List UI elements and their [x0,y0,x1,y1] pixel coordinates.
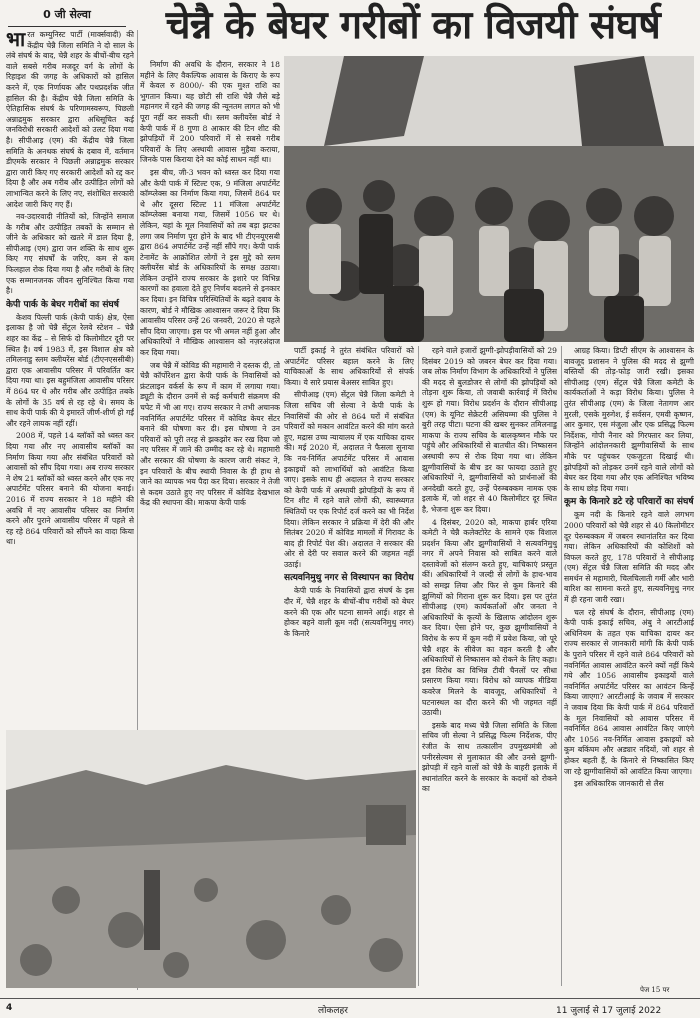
subhead-koom: कूम के किनारे डटे रहे परिवारों का संघर्ष [564,497,694,508]
column-5 [564,346,694,976]
col2-p2: इस बीच, जी-3 भवन को ध्वस्त कर दिया गया और केपी पार्क में स्टिल्ट एक, 9 मंजिला अपार्टमेंट कॉम्प्लेक्स का निर्माण किया गया, जिसमें 864 घर थे और दूसरा स्टिल्ट 11 मंजिला अपार्टमेंट कॉम्प्लेक्स बनाया गया, जिसमें 1056 घर थे। लेकिन, यहां के मूल निवासियों को तब बड़ा झटका लगा जब निर्माण पूरा होने के बाद भी टीएनयूएसबी द्वारा 864 अपार्टमेंट उन्हें नहीं सौंपे गए। केपी पार्क टेनामेंट के आक्रोशित लोगों ने इस मुद्दे को स्लम क्लीयरेंस बोर्ड के अधिकारियों के समक्ष उठाया। लेकिन उन्होंने राज्य सरकार के इशारे पर विभिन्न कारणों का हवाला देते हुए निर्णय बदलने से इनकार कर दिया। इन विचित्र परिस्थितियों के बढ़ते दबाव के कारण, बोर्ड ने मौखिक आश्वासन जरूर दे दिया कि आवासीय परिसर उन्हें 26 जनवरी, 2020 से पहले सौंप दिया जाएगा। इस पर भी अमल नहीं हुआ और अधिकारियों ने मौखिक आश्वासन को नज़रअंदाज कर दिया गया। [140,167,280,358]
col2-p3: जब चेन्नै में कोविड की महामारी ने दस्तक दी, तो चेन्नै कॉर्पोरेशन द्वारा केपी पार्क के निवासियों को फ्रंटलाइन वर्कर्स के रूप में काम में लगाया गया। ड्यूटी के दौरान उनमें से कई कर्मचारी संक्रमण की चपेट में भी आ गए। राज्य सरकार ने तभी अचानक नवनिर्मित अपार्टमेंट परिसर में कोविड केयर सेंटर बनाने की घोषणा कर दी। इस घोषणा ने उन परिवारों को पूरी तरह से झकझोर कर रख दिया जो नए परिसर में जाने की उम्मीद कर रहे थे। महामारी और सरकार की घोषणा के कारण जारी संकट ने, इन परिवारों के बीच स्थायी निवास के ही हाथ से जाने का व्यापक भय पैदा कर दिया। सरकार ने तेजी से कदम उठाते हुए नए परिसर में कोविड देखभाल केंद्र की स्थापना की। माकपा केपी पार्क [140,360,280,508]
col4-p2: 4 दिसंबर, 2020 को, माकपा हार्बर एरिया कमेटी ने चेन्नै कलेक्टोरेट के सामने एक विशाल प्रदर्शन किया और झुग्गीवासियों ने सत्यवनिमुथु नगर में अपने निवास को साबित करने वाले दस्तावेजों को संलग्न करते हुए, याचिकाएं प्रस्तुत कीं। अधिकारियों ने जल्दी से लोगों के हाथ-भाव को समझ लिया और फिर से कूम किनारे की झुग्गियों को गिराना शुरू कर दिया। इस पर तुरंत सीपीआइ (एम) कार्यकर्ताओं और जनता ने अधिकारियों के कृत्यों के खिलाफ आंदोलन शुरू कर दिया। ऐसा होने पर, कुछ झुग्गीवासियों ने विरोध के रूप में कूम नदी में प्रवेश किया, जो पूरे चेन्नै शहर के सीवेज का वहन करती है और अधिकारियों से निष्कासन को रोकने के लिए कहा। इस विरोध का विभिन्न टीवी चैनलों पर सीधा प्रसारण किया गया। विरोध को व्यापक मीडिया कवरेज मिलने के बावजूद, अधिकारियों ने घटनास्थल का दौरा करने की भी जहमत नहीं उठायी। [422,517,557,718]
col5-p2: कूम नदी के किनारे रहने वाले लगभग 2000 परिवारों को चेन्नै शहर से 40 किलोमीटर दूर पेरुम्बक्कम में जबरन स्थानांतरित कर दिया गया। लेकिन अधिकारियों की कोशिशों को विफल करते हुए, 178 परिवारों ने सीपीआइ (एम) सेंट्रल चेन्नै जिला समिति की मदद और समर्थन से महामारी, चिलचिलाती गर्मी और भारी बारिश का सामना करते हुए, सत्यवनिमुथु नगर में ही रहना जारी रखा। [564,510,694,605]
page-footer [0,998,700,1018]
col3-p3: केपी पार्क के निवासियों द्वारा संघर्ष के इस दौर में, चेन्नै शहर के बीचों-बीच गरीबों को बेघर करने की एक और घटना सामने आई। शहर से होकर बहने वाली कूम नदी (सत्यवनिमुथु नगर) के किनारे [284,586,414,638]
slum-photo [6,730,416,988]
subhead-sathyavani: सत्यवनिमुथु नगर से विस्थापन का विरोध [284,573,414,584]
col5-p3: चल रहे संघर्ष के दौरान, सीपीआइ (एम) केपी पार्क इकाई सचिव, अंबु ने आरटीआई अधिनियम के तहत एक याचिका दायर कर राज्य सरकार से जानकारी मांगी कि केपी पार्क के पुराने परिसर में रहने वाले 864 परिवारों को नवनिर्मित आवास आवंटित करने क्यों नहीं किये गये और 1056 आवासीय इकाइयों वाले नवनिर्मित अपार्टमेंट परिसर का आवंटन किन्हें किया जाएगा? आरटीआई के जवाब में सरकार ने जवाब दिया कि केपी पार्क में 864 परिवारों के मूल निवासियों को आवास परिसर में नवनिर्मित 864 आवास आवंटित किए जाएंगे और 1056 नव-निर्मित आवास इकाइयों को कूम बकिंघम और अड्यार नदियों, जो शहर से होकर बहती हैं, के किनारे से निष्कासित किए जा रहे झुग्गीवासियों को आवंटित किया जाएगा। [564,607,694,776]
col1-p3: केशव पिल्ली पार्क (केपी पार्क) क्षेत्र, ऐसा इलाका है जो चेन्नै सेंट्रल रेलवे स्टेशन – चेन्नै शहर का केंद्र – से सिर्फ दो किलोमीटर दूरी पर स्थित है। वर्ष 1983 में, इस विशाल क्षेत्र को तमिलनाडु स्लम क्लीयरेंस बोर्ड (टीएनएससीबी) द्वारा एक आवासीय परिसर में परिवर्तित कर दिया गया था। इस बहुमंजिला आवासीय परिसर में 864 घर थे और गरीब और उत्पीड़ित तबके के लोगों के 35 वर्ष से रह रहे थे। समय के साथ केपी पार्क की ये इमारतें जीर्ण-शीर्ण हो गईं और रहने लायक नहीं रहीं। [6,312,134,428]
col4-p1: रहने वाले हजारों झुग्गी-झोपड़ीवासियों को 29 दिसंबर 2019 को जबरन बेघर कर दिया गया। जब लोक निर्माण विभाग के अधिकारियों ने पुलिस की मदद से बुलडोजर से लोगों की झोपड़ियों को तोड़ना शुरू किया, तो जवाबी कार्रवाई में विरोध शुरू हो गया। विरोध प्रदर्शन के दौरान सीपीआइ (एम) के यूनिट सेक्रेटरी असियम्मा की पुलिस ने बुरी तरह पीटा। घटना की खबर सुनकर तमिलनाडु माकपा के राज्य सचिव के बालकृष्णन मौके पर पहुंचे और अधिकारियों से बातचीत की। निष्कासन अस्थायी रूप से रोक दिया गया था। लेकिन झुग्गीवासियों के बीच डर का फायदा उठाते हुए अधिकारियों ने, झुग्गीवासियों को प्रार्थनाओं की अनदेखी करते हुए, उन्हें पेरुम्बक्कम नामक एक इलाके में, जो शहर से 40 किलोमीटर दूर स्थित है, भेजना शुरू कर दिया। [422,346,557,514]
page-number: 4 [6,1003,13,1013]
dropcap: भा [6,30,26,51]
col1-p2: नव-उदारवादी नीतियों को, जिन्होंने समाज के गरीब और उत्पीड़ित तबकों के सम्मान से जीने के अधिकार को खतरे में डाल दिया है, सीपीआइ (एम) द्वारा जन शक्ति के साथ शुरू किए गए संघर्षों के जरिए, कम से कम फिलहाल रोक दिया गया है और गरीबों के लिए एक सम्मानजनक जीवन सुनिश्चित किया गया है। [6,212,134,296]
column-4 [422,346,557,986]
issue-date: 11 जुलाई से 17 जुलाई 2022 [556,1006,662,1016]
continued-note: पेज 15 पर [640,986,670,994]
column-3 [284,346,414,726]
col5-p4: इस अधिकारिक जानकारी से लैस [574,779,664,789]
col1-intro: रत कम्युनिस्ट पार्टी (मार्क्सवादी) की केंद्रीय चेन्नै जिला समिति ने दो साल के लंबे संघर्ष के बाद, चेन्नै शहर के बीचों-बीच रहने वाले सबसे गरीब मजदूर वर्ग के लोगों के रिहाइश की जगह के अधिकारों को हासिल करने में, एक निर्णायक और पथप्रदर्शक जीत हासिल की है। केंद्रीय चेन्नै जिला समिति के ऐतिहासिक संघर्ष के परिणामस्वरूप, पिछली अन्नाद्रमुक सरकार द्वारा अधिसूचित कई जनविरोधी सरकारी आदेशों को उलट दिया गया है। सीपीआइ (एम) की केंद्रीय चेन्नै जिला समिति के अनथक संघर्ष के दबाव में, वर्तमान डीएमके सरकार ने पिछली अन्नाद्रमुक सरकार द्वारा जारी किए गए सरकारी आदेशों को रद्द कर दिया है और अब गरीब और उत्पीड़ित लोगों को लाभान्वित करने के लिए नए, संशोधित सरकारी आदेश जारी किए गए हैं। [6,30,134,209]
author-tag: 0 जी सेल्वा [8,6,126,27]
col4-p3: इसके बाद मध्य चेन्नै जिला समिति के जिला सचिव जी सेल्वा ने प्रसिद्ध फिल्म निर्देशक, पीए रंजीत के साथ तत्कालीन उपमुख्यमंत्री ओ पनीरसेल्वम से मुलाकात की और उनसे झुग्गी-झोपड़ी में रहने वालों को चेन्नै के बाहरी इलाके में स्थानांतरित करने के सरकार के कदमों को रोकने का [422,720,557,794]
col2-p1: निर्माण की अवधि के दौरान, सरकार ने 18 महीने के लिए वैकल्पिक आवास के किराए के रूप में केवल रु 8000/- की एक मुश्त राशि का भुगतान किया। यह छोटी सी राशि चेन्नै जैसे बड़े महानगर में रहने की जगह की न्यूनतम लागत को भी पूरा नहीं कर सकती थी। स्लम क्लीयरेंस बोर्ड ने केपी पार्क में 8 गुणा 8 आकार की टिन शीट की झोपड़ियों में 200 परिवारों में से सबसे गरीब परिवारों के लिए अस्थायी आवास मुहैया कराया, जिनके पास किराया देने का कोई साधन नहीं था। [140,60,280,165]
publication-name: लोकलहर [318,1006,348,1016]
col1-p4: 2008 में, पहले 14 ब्लॉकों को ध्वस्त कर दिया गया और नए आवासीय ब्लॉकों का निर्माण किया गया और संबंधित परिवारों को आवासों को सौंप दिया गया। अब राज्य सरकार ने शेष 21 ब्लॉकों को ध्वस्त करने और एक नए अपार्टमेंट परिसर बनाने की योजना बनाई। 2016 में राज्य सरकार ने 18 महीने की अवधि में नए आवासीय परिसर का निर्माण करने और पुराने आवासीय परिसर में पहले से रह रहे 864 परिवारों को सौंपने का वादा किया था। [6,431,134,547]
col3-p1: पार्टी इकाई ने तुरंत संबंधित परिवारों को अपार्टमेंट परिसर बहाल करने के लिए याचिकाओं के साथ अधिकारियों से संपर्क किया। ये सारे प्रयास बेअसर साबित हुए। [284,346,414,387]
headline: चेन्नै के बेघर गरीबों का विजयी संघर्ष [165,3,661,48]
rally-photo [284,56,694,342]
column-2 [140,60,280,722]
subhead-kp-park: केपी पार्क के बेघर गरीबों का संघर्ष [6,299,119,310]
col5-p1: आग्रह किया। डिप्टी सीएम के आश्वासन के बावजूद प्रशासन ने पुलिस की मदद से झुग्गी बस्तियों की तोड़-फोड़ जारी रखी। इसका सीपीआइ (एम) सेंट्रल चेन्नै जिला कमेटी के कार्यकर्ताओं ने कड़ा विरोध किया। पुलिस ने तुरंत सीपीआइ (एम) के जिला नेतागण आर मुरली, एसके मुरुगेश, ई सर्वसन, एमवी कृष्णन, आर कुमार, एस मंजुला और एक प्रसिद्ध फिल्म निर्देशक, गोपी नैनार को गिरफ्तार कर लिया, जिन्होंने आंदोलनकारी झुग्गीवासियों के साथ मौके पर पहुंचकर एकजुटता दिखाई थी। झोपड़ियों को तोड़कर उनमें रहने वाले लोगों को बेघर कर दिया गया और एक अनिश्चित भविष्य के साथ छोड़ दिया गया। [564,346,694,493]
col3-p2: सीपीआइ (एम) सेंट्रल चेन्नै जिला कमेटी ने जिला सचिव जी सेल्वा ने केपी पार्क के निवासियों की ओर से 864 घरों में संबंधित परिवारों को मकान आवंटित करने की मांग करते हुए, मद्रास उच्च न्यायालय में एक याचिका दायर की। मई 2020 में, अदालत ने फैसला सुनाया कि नव-निर्मित अपार्टमेंट परिसर में आवास इकाइयों को लाभार्थियों को आवंटित किया जाए। इसके साथ ही अदालत ने राज्य सरकार को केपी पार्क में अस्थायी झोपड़ियों के रूप में टिन शीट में रहने वाले लोगों की, स्वास्थ्यगत स्थितियों पर एक रिपोर्ट दर्ज करने का भी निर्देश दिया। लेकिन सरकार ने प्रक्रिया में देरी की और सितंबर 2020 में कोविड मामलों में गिरावट के बाद ही रिपोर्ट पेश की। अदालत ने सरकार की ओर से देरी पर सवाल करने की जहमत नहीं उठाई। [284,390,414,569]
